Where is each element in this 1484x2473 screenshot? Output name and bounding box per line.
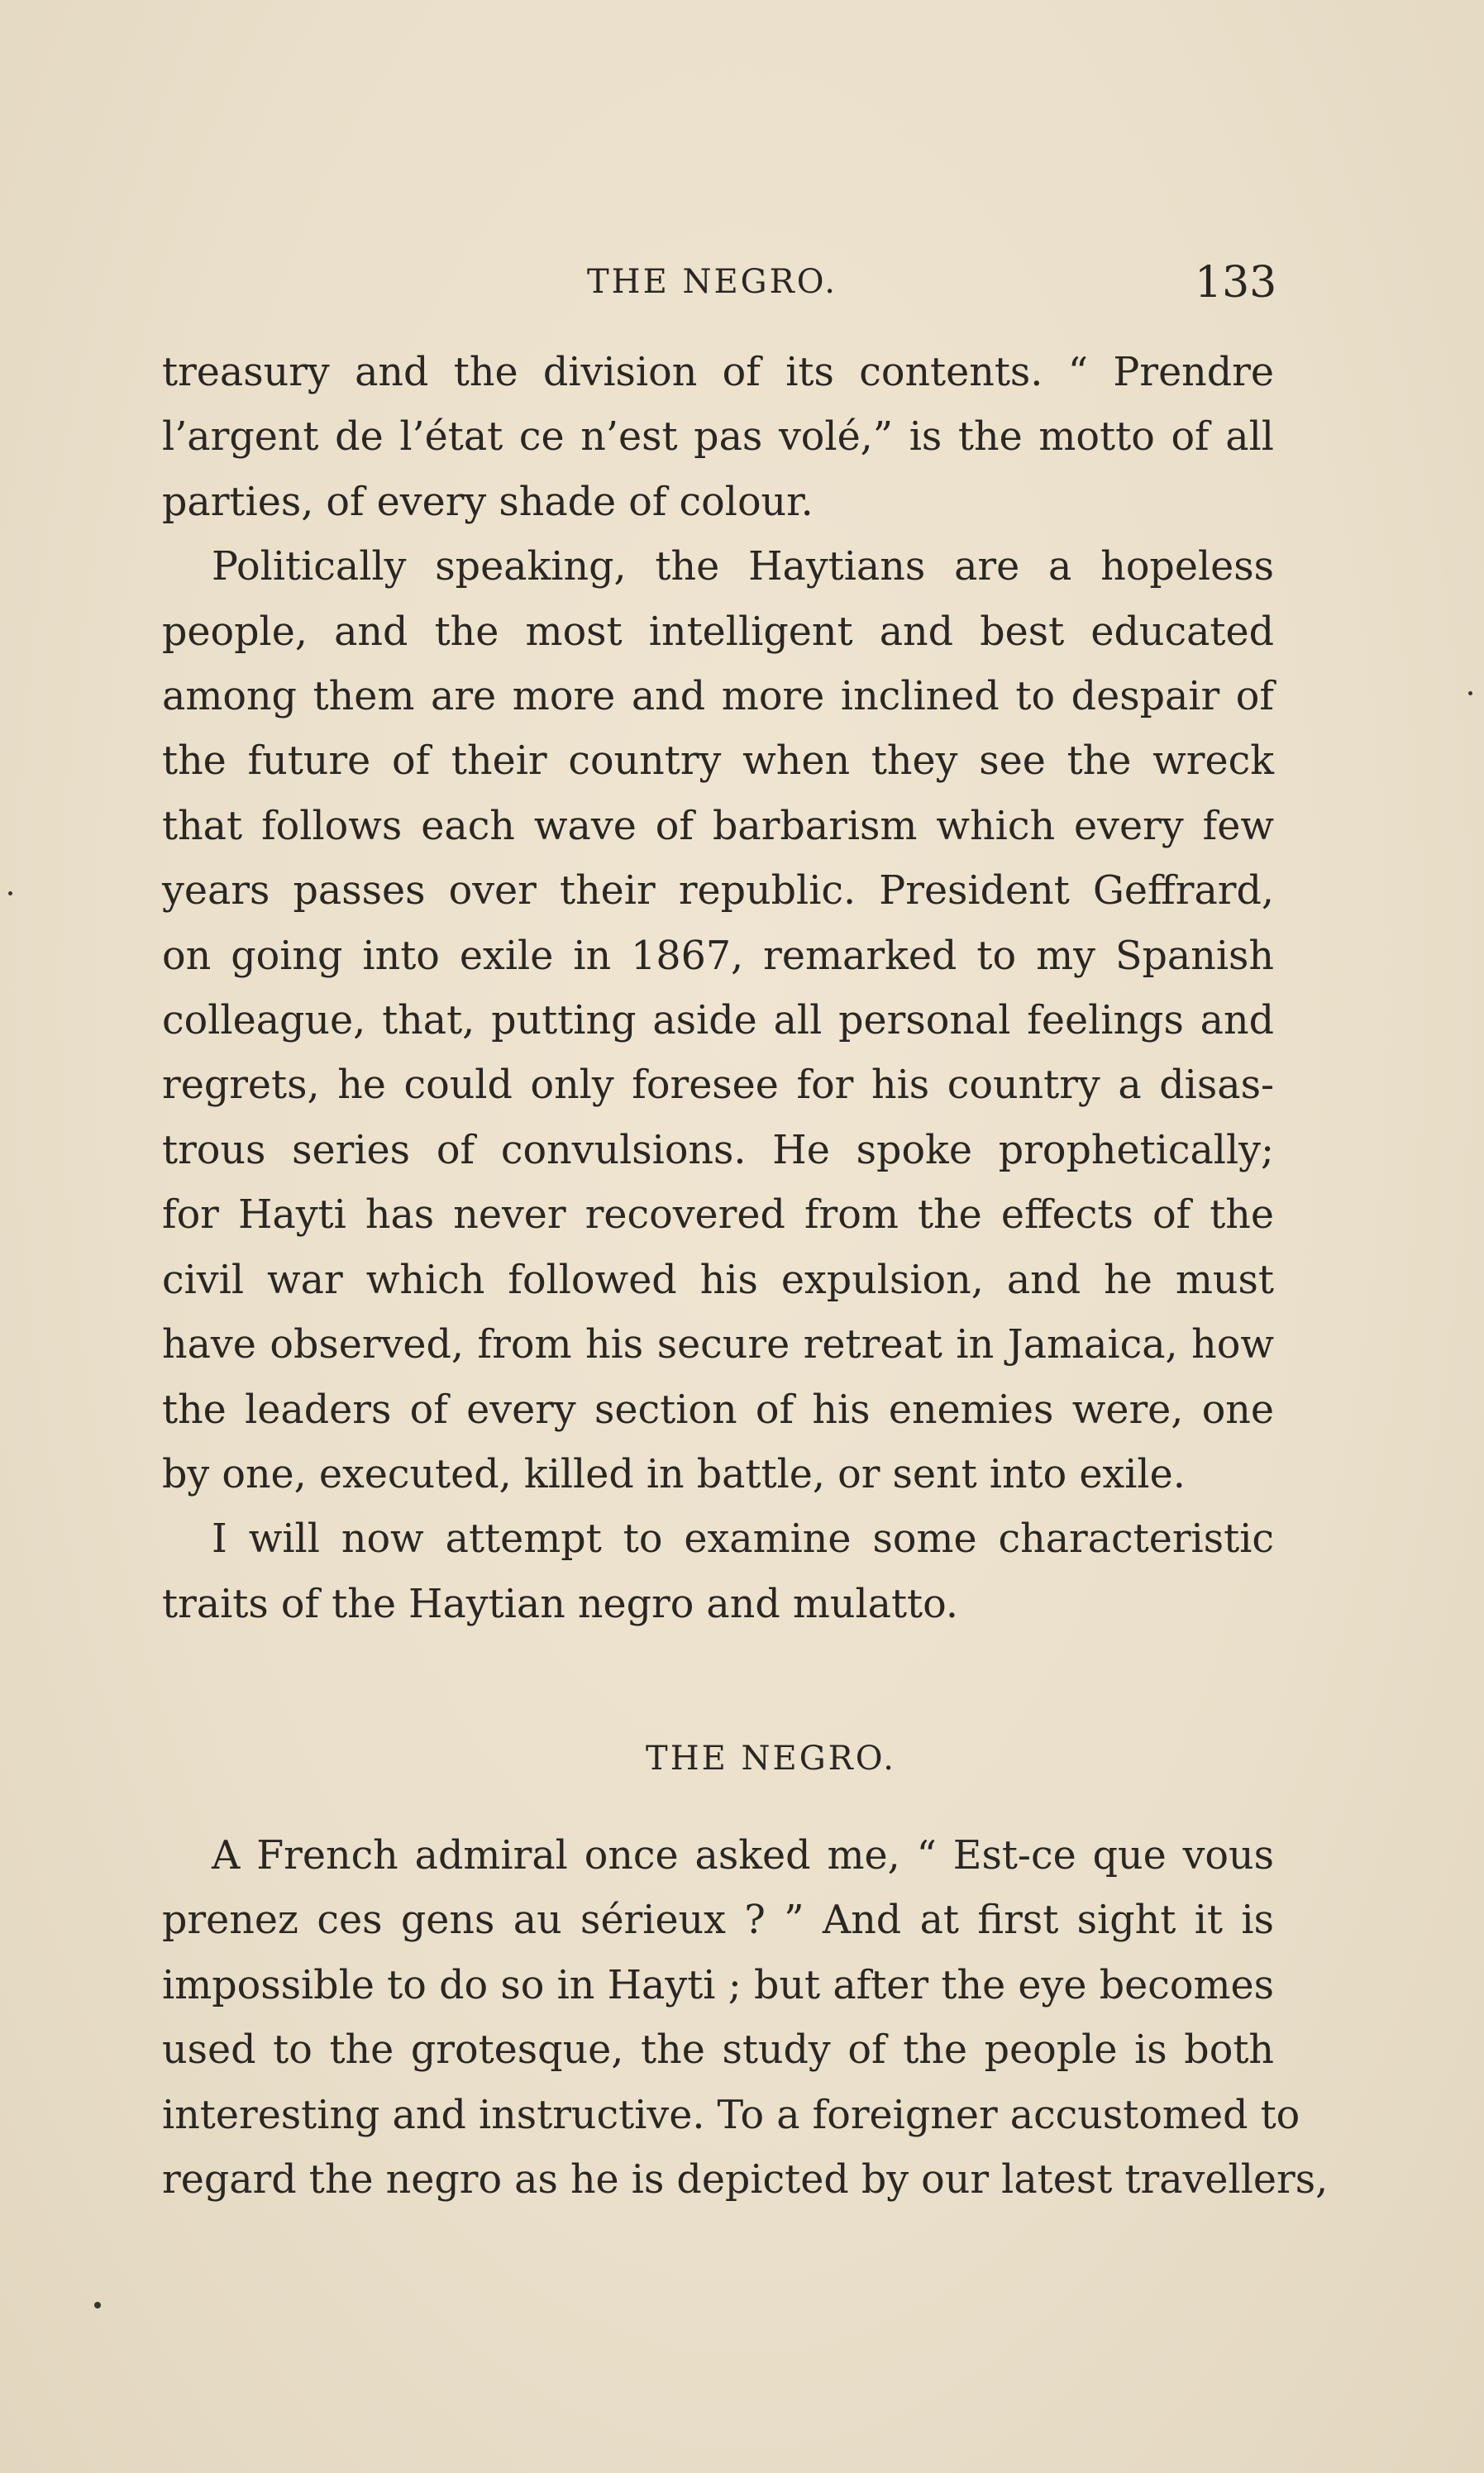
text-block-lower	[162, 1824, 1329, 2213]
paragraph-2	[162, 535, 1274, 1507]
text-line: l’argent de l’état ce n’est pas volé,” is the motto of all	[162, 414, 1274, 461]
text-block-upper	[162, 341, 1274, 1637]
text-line: used to the grotesque, the study of the people is both	[162, 2027, 1274, 2074]
text-line: A French admiral once asked me, “ Est-ce que vous	[212, 1833, 1274, 1879]
paragraph-4	[162, 1824, 1329, 2213]
text-line: parties, of every shade of colour.	[162, 479, 814, 525]
running-title: THE NEGRO.	[587, 263, 837, 301]
paper-speck	[94, 2302, 101, 2308]
text-line: have observed, from his secure retreat in Jamaica, how	[162, 1322, 1274, 1368]
text-line: regrets, he could only foresee for his country a disas-	[162, 1062, 1274, 1109]
text-line: among them are more and more inclined to despair of	[162, 674, 1274, 720]
text-line: colleague, that, putting aside all personal feelings and	[162, 998, 1274, 1044]
text-line: interesting and instructive. To a foreigner accustomed to	[162, 2092, 1300, 2138]
section-heading: THE NEGRO.	[646, 1740, 896, 1778]
text-line: prenez ces gens au sérieux ? ” And at first sight it is	[162, 1898, 1274, 1944]
text-line: people, and the most intelligent and best educated	[162, 609, 1274, 655]
paper-speck	[8, 891, 12, 895]
text-line: I will now attempt to examine some characteristic	[212, 1516, 1274, 1563]
text-line: on going into exile in 1867, remarked to my Spanish	[162, 933, 1274, 979]
text-line: that follows each wave of barbarism which every few	[162, 803, 1274, 849]
text-line: Politically speaking, the Haytians are a hopeless	[212, 544, 1274, 590]
text-line: treasury and the division of its contents. “ Prendre	[162, 350, 1274, 395]
paper-speck	[1468, 691, 1472, 695]
text-line: civil war which followed his expulsion, and he must	[162, 1257, 1274, 1303]
page-number: 133	[1195, 258, 1277, 308]
text-line: the future of their country when they see the wreck	[162, 738, 1274, 785]
text-line: regard the negro as he is depicted by our latest travellers,	[162, 2157, 1329, 2203]
text-line: traits of the Haytian negro and mulatto.	[162, 1581, 959, 1627]
text-line: for Hayti has never recovered from the effects of the	[162, 1192, 1274, 1239]
text-line: trous series of convulsions. He spoke prophetically;	[162, 1127, 1274, 1173]
text-line: years passes over their republic. President Geffrard,	[162, 868, 1274, 914]
text-line: by one, executed, killed in battle, or sent into exile.	[162, 1451, 1186, 1497]
running-head	[0, 258, 1484, 308]
text-line: impossible to do so in Hayti ; but after the eye becomes	[162, 1962, 1274, 2008]
paragraph-1	[162, 341, 1274, 535]
paragraph-3	[162, 1507, 1274, 1637]
text-line: the leaders of every section of his enemies were, one	[162, 1387, 1274, 1433]
